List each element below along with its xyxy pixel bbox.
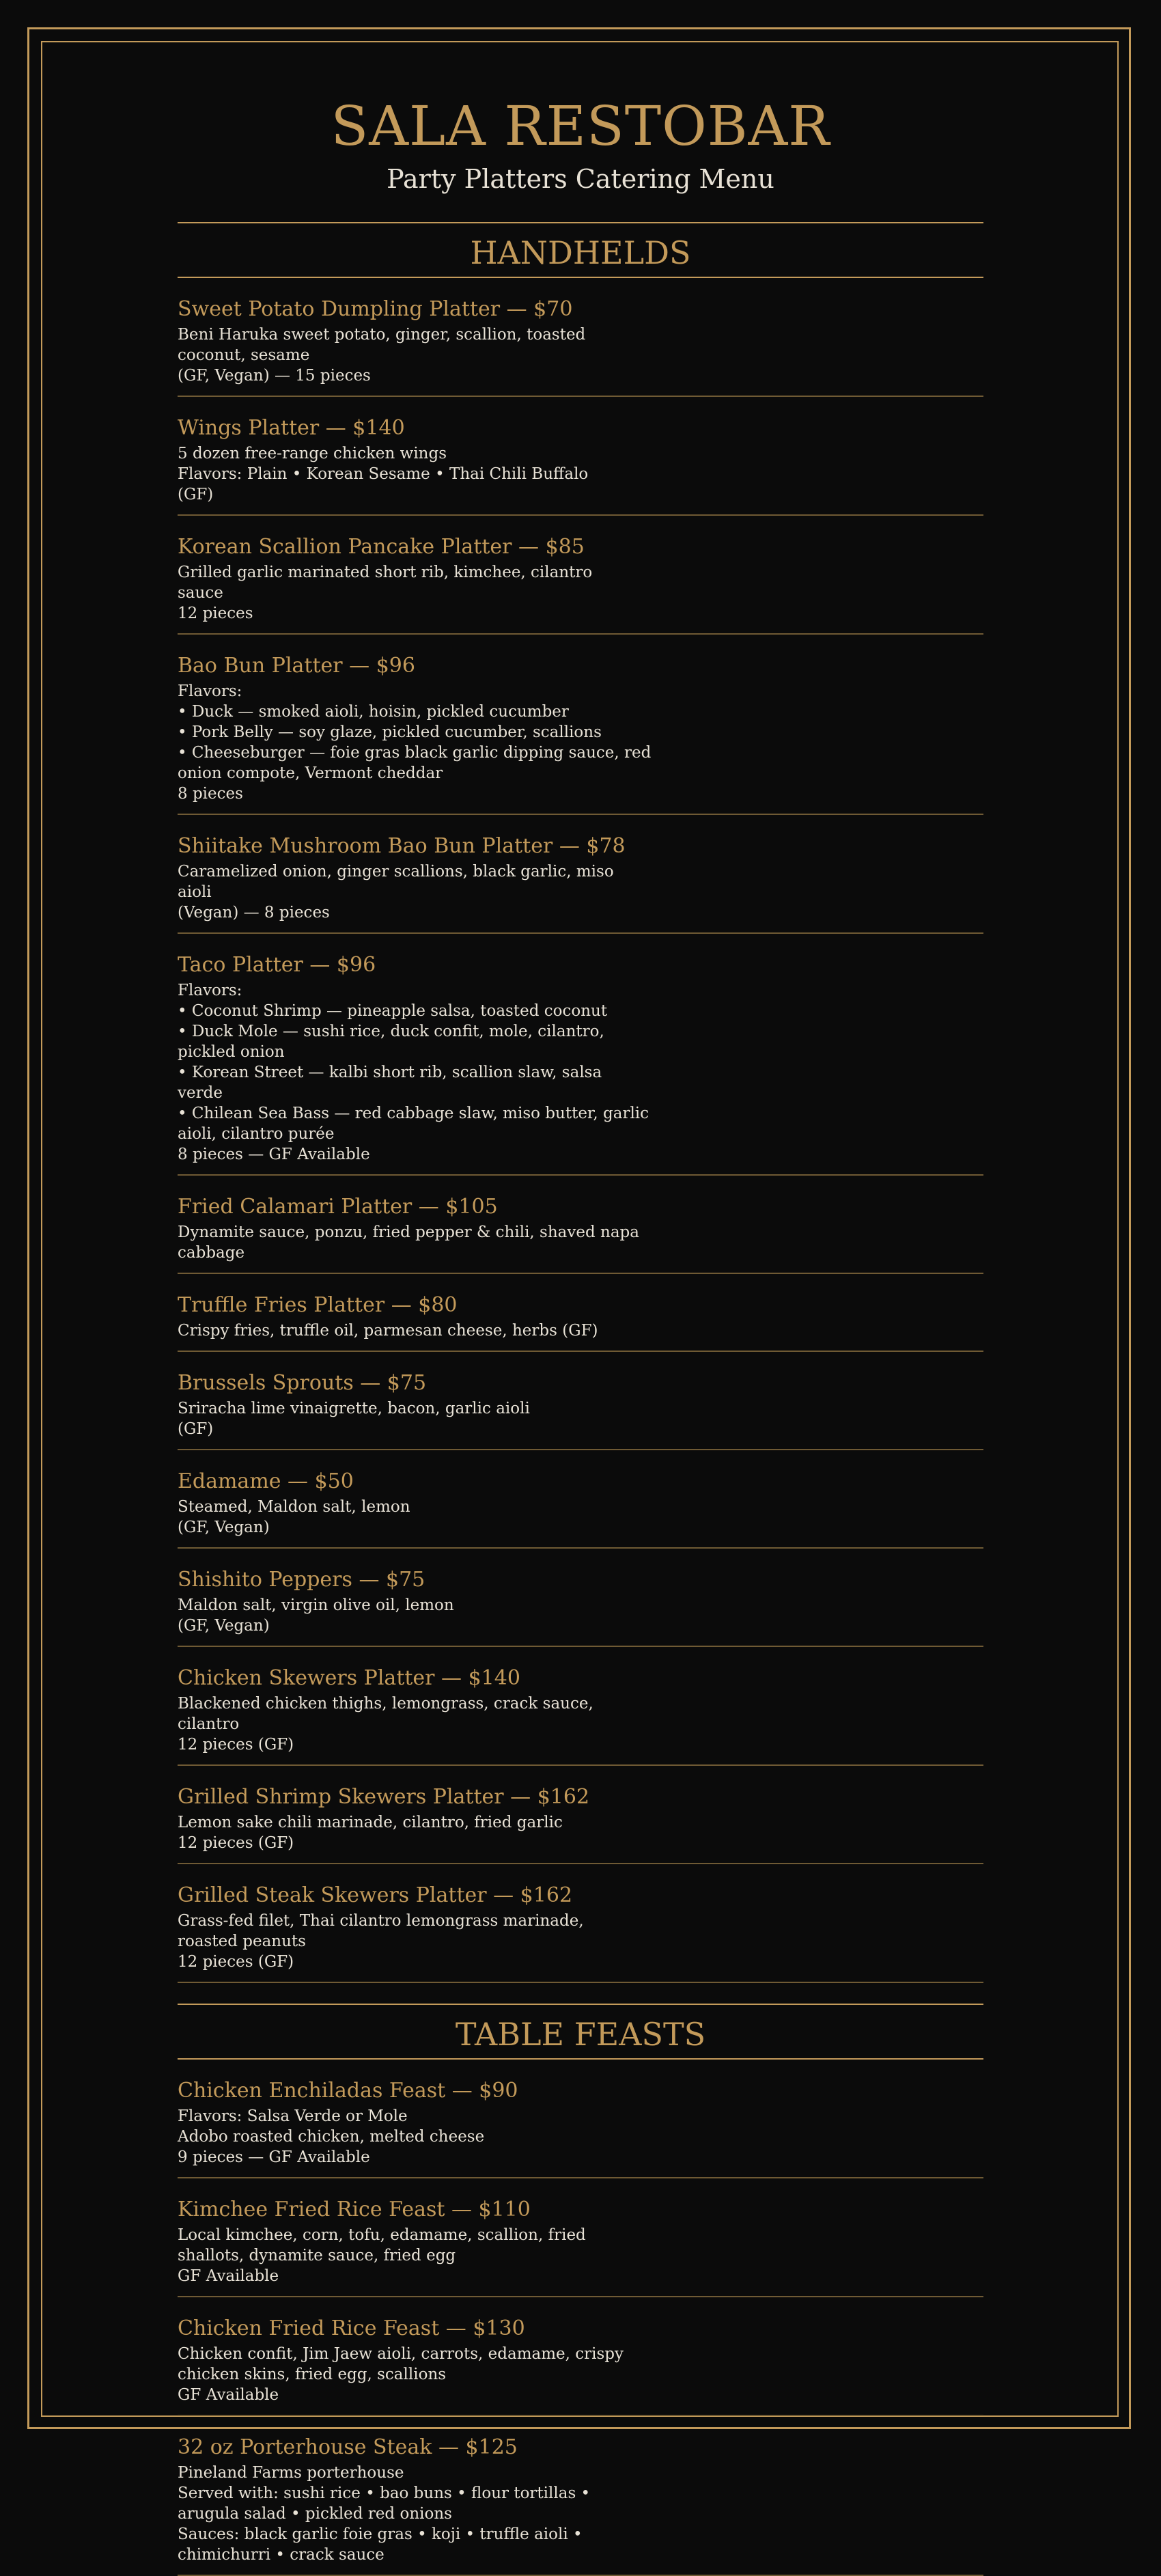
menu-item-description: Beni Haruka sweet potato, ginger, scallion, toasted coconut, sesame xyxy=(178,326,586,364)
menu-item xyxy=(178,1549,983,1647)
menu-item xyxy=(178,2060,983,2178)
menu-item xyxy=(178,1352,983,1450)
menu-item xyxy=(178,2178,983,2297)
menu-item-title: Bao Bun Platter — $96 xyxy=(178,654,415,678)
menu-item-description: Grass-fed filet, Thai cilantro lemongrass marinade, roasted peanuts xyxy=(178,1912,584,1950)
menu-item-description: • Pork Belly — soy glaze, pickled cucumber, scallions xyxy=(178,723,602,741)
menu-item-description: Flavors: xyxy=(178,682,242,700)
menu-item-description: • Chilean Sea Bass — red cabbage slaw, miso butter, garlic aioli, cilantro purée xyxy=(178,1105,649,1143)
menu-item-description: 12 pieces (GF) xyxy=(178,1834,294,1852)
menu-item xyxy=(178,1864,983,1983)
menu-item-description: • Coconut Shrimp — pineapple salsa, toasted coconut xyxy=(178,1002,608,1020)
menu-item-description: Lemon sake chili marinade, cilantro, fried garlic xyxy=(178,1814,563,1831)
menu-item xyxy=(178,2416,983,2576)
menu-item-description: (Vegan) — 8 pieces xyxy=(178,904,330,922)
menu-content xyxy=(178,222,983,2576)
menu-item-description: 8 pieces xyxy=(178,785,243,803)
menu-item-description: Dynamite sauce, ponzu, fried pepper & chili, shaved napa cabbage xyxy=(178,1223,639,1262)
menu-item-description: (GF, Vegan) — 15 pieces xyxy=(178,367,371,385)
menu-item xyxy=(178,1766,983,1864)
menu-item-title: Grilled Steak Skewers Platter — $162 xyxy=(178,1883,573,1907)
menu-item xyxy=(178,815,983,934)
menu-item-description: Grilled garlic marinated short rib, kimchee, cilantro sauce xyxy=(178,564,593,602)
menu-item-title: Kimchee Fried Rice Feast — $110 xyxy=(178,2198,531,2221)
menu-item-description: GF Available xyxy=(178,2267,279,2285)
menu-item xyxy=(178,1647,983,1766)
menu-item-description: • Duck — smoked aioli, hoisin, pickled cucumber xyxy=(178,703,569,721)
menu-item-description: Flavors: Salsa Verde or Mole xyxy=(178,2107,408,2125)
menu-item-description: Blackened chicken thighs, lemongrass, crack sauce, cilantro xyxy=(178,1695,593,1733)
menu-item-description: 8 pieces — GF Available xyxy=(178,1146,370,1163)
menu-item-description: GF Available xyxy=(178,2386,279,2404)
menu-item-description: 12 pieces xyxy=(178,605,253,622)
menu-item-description: Steamed, Maldon salt, lemon xyxy=(178,1498,410,1516)
menu-item-description: Sauces: black garlic foie gras • koji • truffle aioli • chimichurri • crack sauce xyxy=(178,2525,583,2564)
menu-item-title: 32 oz Porterhouse Steak — $125 xyxy=(178,2435,518,2459)
menu-item-title: Shiitake Mushroom Bao Bun Platter — $78 xyxy=(178,834,626,858)
menu-item-title: Edamame — $50 xyxy=(178,1469,354,1493)
menu-item-title: Brussels Sprouts — $75 xyxy=(178,1371,427,1395)
menu-item-description: (GF, Vegan) xyxy=(178,1519,270,1536)
menu-item-description: (GF) xyxy=(178,1420,214,1438)
menu-item-description: 9 pieces — GF Available xyxy=(178,2148,370,2166)
menu-item-description: • Cheeseburger — foie gras black garlic dipping sauce, red onion compote, Vermont cheddar xyxy=(178,744,652,782)
menu-item-description: • Duck Mole — sushi rice, duck confit, mole, cilantro, pickled onion xyxy=(178,1023,604,1061)
menu-item-title: Wings Platter — $140 xyxy=(178,416,405,440)
menu-item xyxy=(178,278,983,397)
menu-item-title: Korean Scallion Pancake Platter — $85 xyxy=(178,535,585,559)
menu-item xyxy=(178,635,983,815)
menu-item-title: Shishito Peppers — $75 xyxy=(178,1568,425,1592)
menu-item-title: Truffle Fries Platter — $80 xyxy=(178,1293,458,1317)
menu-item xyxy=(178,2297,983,2416)
menu-item-description: • Korean Street — kalbi short rib, scallion slaw, salsa verde xyxy=(178,1064,602,1102)
menu-item-description: Maldon salt, virgin olive oil, lemon xyxy=(178,1596,454,1614)
menu-item xyxy=(178,1274,983,1352)
restaurant-name: SALA RESTOBAR xyxy=(331,94,830,158)
menu-item xyxy=(178,516,983,635)
menu-item-title: Fried Calamari Platter — $105 xyxy=(178,1195,498,1219)
menu-item-title: Chicken Fried Rice Feast — $130 xyxy=(178,2316,525,2340)
menu-item-description: 12 pieces (GF) xyxy=(178,1736,294,1754)
menu-item-description: Crispy fries, truffle oil, parmesan cheese, herbs (GF) xyxy=(178,1322,598,1340)
menu-item-description: Flavors: xyxy=(178,982,242,999)
menu-title: Party Platters Catering Menu xyxy=(387,164,774,194)
menu-item-title: Taco Platter — $96 xyxy=(178,953,376,977)
menu-item-description: (GF) xyxy=(178,486,214,503)
menu-item xyxy=(178,1176,983,1274)
menu-item-description: Local kimchee, corn, tofu, edamame, scallion, fried shallots, dynamite sauce, fried egg xyxy=(178,2226,586,2265)
menu-item xyxy=(178,934,983,1176)
menu-item-description: Adobo roasted chicken, melted cheese xyxy=(178,2128,485,2146)
menu-item-description: (GF, Vegan) xyxy=(178,1617,270,1635)
menu-item-description: 5 dozen free-range chicken wings xyxy=(178,445,447,462)
menu-item-description: Caramelized onion, ginger scallions, black garlic, miso aioli xyxy=(178,863,614,901)
menu-item-description: Served with: sushi rice • bao buns • flour tortillas • arugula salad • pickled red onions xyxy=(178,2484,591,2523)
menu-item-description: Sriracha lime vinaigrette, bacon, garlic aioli xyxy=(178,1400,530,1417)
menu-item xyxy=(178,1450,983,1549)
menu-item-title: Chicken Skewers Platter — $140 xyxy=(178,1666,520,1690)
menu-item-description: 12 pieces (GF) xyxy=(178,1953,294,1971)
menu-header xyxy=(0,92,1161,196)
menu-item-title: Sweet Potato Dumpling Platter — $70 xyxy=(178,297,573,321)
menu-item-description: Pineland Farms porterhouse xyxy=(178,2464,404,2482)
menu-item-title: Chicken Enchiladas Feast — $90 xyxy=(178,2079,518,2103)
menu-item xyxy=(178,397,983,516)
menu-item-title: Grilled Shrimp Skewers Platter — $162 xyxy=(178,1785,590,1809)
section-heading: HANDHELDS xyxy=(178,222,983,278)
menu-item-description: Flavors: Plain • Korean Sesame • Thai Chili Buffalo xyxy=(178,465,589,483)
menu-item-description: Chicken confit, Jim Jaew aioli, carrots, edamame, crispy chicken skins, fried egg, scallions xyxy=(178,2345,624,2383)
section-heading: TABLE FEASTS xyxy=(178,2004,983,2060)
